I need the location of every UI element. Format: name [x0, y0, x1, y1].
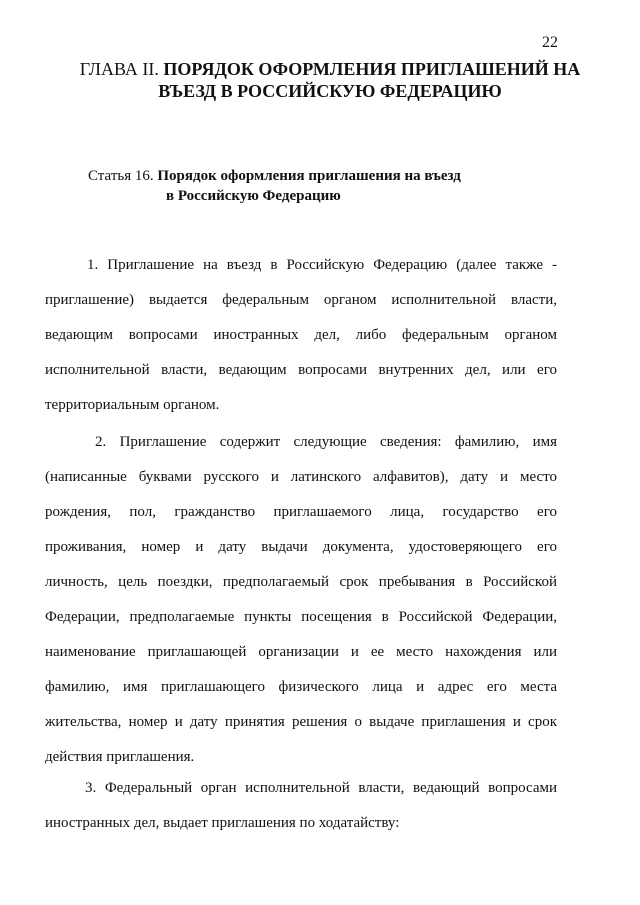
paragraph-line: действия приглашения. — [45, 749, 195, 765]
paragraph-line: территориальным органом. — [45, 397, 220, 413]
page-number: 22 — [542, 34, 558, 51]
paragraph-line: иностранных дел, выдает приглашения по ходатайству: — [45, 815, 400, 831]
chapter-prefix: ГЛАВА II. — [79, 59, 164, 79]
paragraph-line: наименование приглашающей организации и ее место нахождения или — [45, 644, 557, 660]
paragraph-line: приглашение) выдается федеральным органом исполнительной власти, — [45, 292, 557, 308]
paragraph-2 — [45, 425, 557, 775]
paragraph-line: жительства, номер и дату принятия решения о выдаче приглашения и срок — [45, 714, 557, 730]
article-prefix: Статья 16. — [88, 168, 158, 184]
article-heading — [88, 166, 548, 206]
paragraph-line: личность, цель поездки, предполагаемый срок пребывания в Российской — [45, 574, 557, 590]
paragraph-line: исполнительной власти, ведающим вопросами внутренних дел, или его — [45, 362, 557, 378]
paragraph-line: 1. Приглашение на въезд в Российскую Федерацию (далее также - — [87, 257, 557, 273]
paragraph-line: рождения, пол, гражданство приглашаемого лица, государство его — [45, 504, 557, 520]
paragraph-line: фамилию, имя приглашающего физического лица и адрес его места — [45, 679, 557, 695]
article-title-line2: в Российскую Федерацию — [166, 188, 341, 204]
paragraph-line: Федерации, предполагаемые пункты посещения в Российской Федерации, — [45, 609, 557, 625]
paragraph-3 — [45, 771, 557, 841]
article-title-line1: Порядок оформления приглашения на въезд — [157, 168, 461, 184]
paragraph-line: 3. Федеральный орган исполнительной власти, ведающий вопросами — [85, 780, 557, 796]
paragraph-line: (написанные буквами русского и латинского алфавитов), дату и место — [45, 469, 557, 485]
paragraph-1 — [45, 248, 557, 423]
paragraph-line: ведающим вопросами иностранных дел, либо федеральным органом — [45, 327, 557, 343]
chapter-heading — [70, 58, 590, 102]
paragraph-line: проживания, номер и дату выдачи документа, удостоверяющего его — [45, 539, 557, 555]
paragraph-line: 2. Приглашение содержит следующие сведения: фамилию, имя — [95, 434, 557, 450]
chapter-title-line2: ВЪЕЗД В РОССИЙСКУЮ ФЕДЕРАЦИЮ — [158, 81, 502, 101]
chapter-title-line1: ПОРЯДОК ОФОРМЛЕНИЯ ПРИГЛАШЕНИЙ НА — [163, 59, 581, 79]
